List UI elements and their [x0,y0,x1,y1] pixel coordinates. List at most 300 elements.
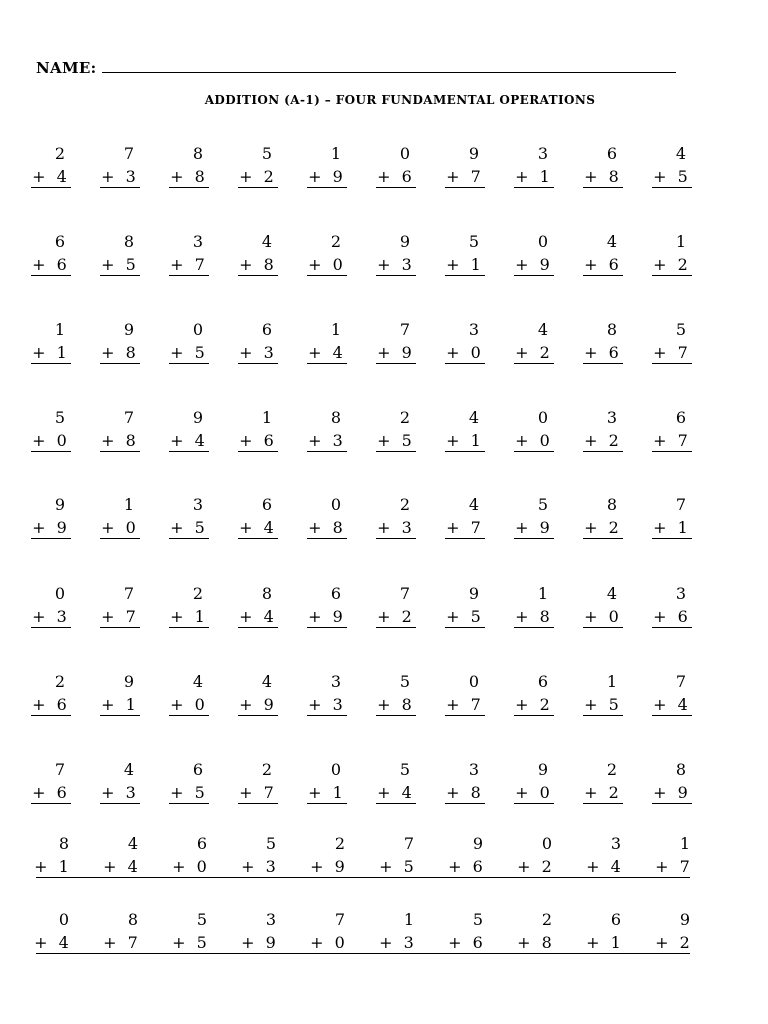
addend-bottom: + 9 [241,933,279,952]
addend-bottom: + 0 [308,255,346,274]
addend-top: 3 [192,232,203,251]
name-label: NAME: [36,59,97,77]
addend-top: 8 [192,144,203,163]
addend-bottom: + 3 [241,857,279,876]
addend-bottom: + 4 [170,431,208,450]
addition-problem [514,832,558,877]
addend-bottom: + 5 [170,518,208,537]
addend-top: 2 [261,760,272,779]
addend-bottom: + 3 [377,518,415,537]
addition-problem [445,670,485,716]
addend-bottom: + 5 [584,695,622,714]
addition-problem [238,406,278,452]
addend-bottom: + 3 [32,607,70,626]
addend-top: 3 [468,320,479,339]
addend-top: 2 [54,672,65,691]
addition-problem [445,493,485,539]
addend-top: 5 [54,408,65,427]
addend-top: 8 [58,834,69,853]
addend-top: 4 [606,584,617,603]
addend-top: 1 [403,910,414,929]
addition-problem [514,908,558,953]
addition-problem [307,758,347,804]
addition-problem [445,406,485,452]
row-underline [36,877,690,878]
addend-top: 5 [265,834,276,853]
addend-bottom: + 4 [653,695,691,714]
addend-top: 0 [192,320,203,339]
addend-bottom: + 4 [586,857,624,876]
addend-top: 5 [472,910,483,929]
addition-problem [514,230,554,276]
addend-bottom: + 3 [101,783,139,802]
addend-top: 2 [606,760,617,779]
addend-top: 6 [54,232,65,251]
addition-problem [583,230,623,276]
addition-problem [169,230,209,276]
addend-bottom: + 2 [653,255,691,274]
addend-bottom: + 6 [584,343,622,362]
addend-bottom: + 2 [515,343,553,362]
addend-bottom: + 9 [308,607,346,626]
addition-problem [307,230,347,276]
addend-bottom: + 6 [448,933,486,952]
addition-problem [307,493,347,539]
addend-bottom: + 0 [310,933,348,952]
addition-problem [31,493,71,539]
addend-bottom: + 3 [239,343,277,362]
addition-problem [238,908,282,953]
addend-bottom: + 3 [101,167,139,186]
addition-problem [376,670,416,716]
addend-bottom: + 2 [655,933,693,952]
addition-problem [100,142,140,188]
addend-top: 4 [261,232,272,251]
addend-bottom: + 3 [379,933,417,952]
addend-top: 4 [468,495,479,514]
addend-bottom: + 3 [308,695,346,714]
addition-problem [514,142,554,188]
addend-top: 5 [261,144,272,163]
addition-problem [169,908,213,953]
addend-top: 6 [192,760,203,779]
addend-bottom: + 7 [446,167,484,186]
addend-top: 1 [330,320,341,339]
addition-problem [376,493,416,539]
addition-problem [376,406,416,452]
addend-top: 7 [123,584,134,603]
addend-top: 8 [675,760,686,779]
addend-bottom: + 5 [170,783,208,802]
addend-top: 2 [399,495,410,514]
addend-top: 3 [606,408,617,427]
addend-bottom: + 4 [308,343,346,362]
addition-problem [445,230,485,276]
addend-bottom: + 7 [170,255,208,274]
addend-top: 6 [261,320,272,339]
addend-top: 9 [54,495,65,514]
addition-problem [169,582,209,628]
addend-bottom: + 5 [379,857,417,876]
addend-top: 4 [537,320,548,339]
addend-top: 5 [196,910,207,929]
addend-bottom: + 5 [172,933,210,952]
addend-top: 3 [192,495,203,514]
addend-top: 2 [330,232,341,251]
addition-problem [169,493,209,539]
addend-top: 5 [399,760,410,779]
addition-problem [583,908,627,953]
addend-bottom: + 4 [34,933,72,952]
addition-problem [652,908,696,953]
addend-bottom: + 9 [308,167,346,186]
addition-problem [238,582,278,628]
addend-bottom: + 9 [653,783,691,802]
addend-bottom: + 1 [32,343,70,362]
addition-problem [100,493,140,539]
addend-top: 7 [675,495,686,514]
addition-problem [238,230,278,276]
addition-problem [583,670,623,716]
addend-top: 5 [399,672,410,691]
addition-problem [445,758,485,804]
addend-top: 1 [679,834,690,853]
addition-problem [445,582,485,628]
addend-top: 9 [123,320,134,339]
addition-problem [652,142,692,188]
addend-top: 6 [675,408,686,427]
addend-bottom: + 9 [239,695,277,714]
addend-bottom: + 6 [584,255,622,274]
addend-bottom: + 1 [446,255,484,274]
addition-problem [583,406,623,452]
addend-bottom: + 9 [515,518,553,537]
addend-top: 4 [123,760,134,779]
addend-top: 9 [537,760,548,779]
addition-problem [169,142,209,188]
addition-problem [514,493,554,539]
addition-problem [31,908,75,953]
addition-problem [652,758,692,804]
addend-bottom: + 1 [586,933,624,952]
addition-problem [445,832,489,877]
addend-top: 0 [537,408,548,427]
addend-top: 1 [330,144,341,163]
addition-problem [169,406,209,452]
addition-problem [100,406,140,452]
addend-top: 1 [537,584,548,603]
addend-bottom: + 7 [446,695,484,714]
addition-problem [445,908,489,953]
addend-bottom: + 2 [239,167,277,186]
addend-bottom: + 7 [653,343,691,362]
addition-problem [376,230,416,276]
addend-bottom: + 5 [170,343,208,362]
addend-bottom: + 0 [101,518,139,537]
addend-top: 3 [537,144,548,163]
addition-problem [100,832,144,877]
addition-problem [100,670,140,716]
addition-problem [652,582,692,628]
addend-bottom: + 2 [517,857,555,876]
addition-problem [307,582,347,628]
addend-bottom: + 0 [172,857,210,876]
addend-top: 3 [675,584,686,603]
addend-top: 0 [399,144,410,163]
addend-top: 2 [192,584,203,603]
addend-bottom: + 8 [239,255,277,274]
addition-problem [514,758,554,804]
addend-bottom: + 6 [239,431,277,450]
addition-problem [31,582,71,628]
addition-problem [238,318,278,364]
addend-bottom: + 7 [239,783,277,802]
addend-top: 1 [675,232,686,251]
addend-top: 0 [537,232,548,251]
addition-problem [307,142,347,188]
addend-bottom: + 7 [653,431,691,450]
addend-top: 7 [675,672,686,691]
addition-problem [514,318,554,364]
addition-problem [238,493,278,539]
addition-problem [100,318,140,364]
addition-problem [100,582,140,628]
addition-problem [238,670,278,716]
addend-bottom: + 7 [446,518,484,537]
addend-top: 4 [468,408,479,427]
addend-top: 7 [54,760,65,779]
addend-top: 2 [541,910,552,929]
addend-top: 6 [261,495,272,514]
addend-bottom: + 4 [32,167,70,186]
addend-bottom: + 0 [446,343,484,362]
addition-problem [169,670,209,716]
addend-top: 3 [468,760,479,779]
addition-problem [376,758,416,804]
addend-bottom: + 8 [377,695,415,714]
addend-bottom: + 4 [377,783,415,802]
addend-top: 4 [606,232,617,251]
addend-top: 9 [123,672,134,691]
addend-bottom: + 9 [310,857,348,876]
addition-problem [376,832,420,877]
addend-bottom: + 0 [515,431,553,450]
addition-problem [445,142,485,188]
addend-top: 6 [537,672,548,691]
addition-problem [583,142,623,188]
addition-problem [238,758,278,804]
addend-bottom: + 0 [32,431,70,450]
addend-bottom: + 8 [101,343,139,362]
addend-top: 9 [468,584,479,603]
addend-bottom: + 1 [170,607,208,626]
addend-bottom: + 7 [103,933,141,952]
addend-top: 6 [606,144,617,163]
addend-bottom: + 6 [448,857,486,876]
addend-bottom: + 1 [101,695,139,714]
addend-top: 5 [537,495,548,514]
addition-problem [652,318,692,364]
addend-bottom: + 9 [377,343,415,362]
addend-bottom: + 6 [32,695,70,714]
addend-top: 8 [261,584,272,603]
addition-problem [514,670,554,716]
addend-bottom: + 8 [446,783,484,802]
addend-bottom: + 2 [515,695,553,714]
addition-problem [307,670,347,716]
addend-bottom: + 1 [308,783,346,802]
addition-problem [652,406,692,452]
addend-top: 0 [54,584,65,603]
addition-problem [583,832,627,877]
addition-problem [169,832,213,877]
addend-bottom: + 9 [515,255,553,274]
addend-top: 2 [334,834,345,853]
addition-problem [514,582,554,628]
addend-bottom: + 8 [101,431,139,450]
addition-problem [583,582,623,628]
addend-top: 3 [610,834,621,853]
addition-problem [307,406,347,452]
addend-bottom: + 2 [584,431,622,450]
addend-bottom: + 0 [515,783,553,802]
addition-problem [583,758,623,804]
addend-bottom: + 5 [446,607,484,626]
addition-problem [652,670,692,716]
addend-bottom: + 7 [655,857,693,876]
addend-top: 9 [679,910,690,929]
addend-top: 9 [192,408,203,427]
addition-problem [583,318,623,364]
addition-problem [238,832,282,877]
page-title: ADDITION (A-1) – FOUR FUNDAMENTAL OPERATIONS [204,93,596,107]
addend-top: 1 [123,495,134,514]
addend-bottom: + 8 [584,167,622,186]
addend-bottom: + 6 [32,255,70,274]
addend-top: 1 [606,672,617,691]
addend-top: 8 [606,320,617,339]
addition-problem [31,832,75,877]
addend-bottom: + 9 [32,518,70,537]
addition-problem [169,318,209,364]
addition-problem [100,908,144,953]
addition-problem [445,318,485,364]
addend-top: 3 [265,910,276,929]
addend-top: 5 [675,320,686,339]
addend-top: 7 [399,320,410,339]
addend-bottom: + 8 [515,607,553,626]
addend-top: 4 [192,672,203,691]
addend-top: 2 [54,144,65,163]
addition-problem [376,582,416,628]
addition-problem [652,230,692,276]
row-underline [36,953,690,954]
addend-top: 1 [261,408,272,427]
addition-problem [652,832,696,877]
addend-top: 6 [330,584,341,603]
addend-top: 9 [399,232,410,251]
addend-bottom: + 1 [515,167,553,186]
addend-bottom: + 1 [446,431,484,450]
addend-bottom: + 5 [101,255,139,274]
addition-problem [100,758,140,804]
addition-problem [31,670,71,716]
addend-top: 7 [403,834,414,853]
addend-top: 7 [399,584,410,603]
addition-problem [31,142,71,188]
addition-problem [31,406,71,452]
addition-problem [100,230,140,276]
addition-problem [307,908,351,953]
addend-bottom: + 8 [308,518,346,537]
addend-bottom: + 2 [377,607,415,626]
addend-top: 9 [468,144,479,163]
addend-top: 8 [606,495,617,514]
addition-problem [376,908,420,953]
addend-top: 3 [330,672,341,691]
addend-top: 0 [468,672,479,691]
addend-bottom: + 4 [239,607,277,626]
addend-top: 8 [127,910,138,929]
addend-top: 0 [330,760,341,779]
addend-bottom: + 5 [653,167,691,186]
addition-problem [514,406,554,452]
addition-problem [376,318,416,364]
addend-bottom: + 1 [653,518,691,537]
addend-top: 6 [610,910,621,929]
addend-bottom: + 6 [377,167,415,186]
addend-bottom: + 3 [308,431,346,450]
addend-bottom: + 8 [517,933,555,952]
addend-top: 4 [127,834,138,853]
addend-top: 8 [123,232,134,251]
addend-bottom: + 0 [584,607,622,626]
addend-bottom: + 0 [170,695,208,714]
addend-top: 0 [541,834,552,853]
addend-bottom: + 6 [653,607,691,626]
addend-top: 8 [330,408,341,427]
addition-problem [652,493,692,539]
addend-bottom: + 7 [101,607,139,626]
addend-bottom: + 1 [34,857,72,876]
addend-bottom: + 2 [584,783,622,802]
addend-top: 7 [123,144,134,163]
addition-problem [31,230,71,276]
addend-bottom: + 4 [103,857,141,876]
addend-top: 6 [196,834,207,853]
addend-top: 4 [675,144,686,163]
addend-top: 7 [123,408,134,427]
addend-bottom: + 8 [170,167,208,186]
addend-bottom: + 5 [377,431,415,450]
addition-problem [583,493,623,539]
addend-top: 0 [330,495,341,514]
addition-problem [307,832,351,877]
addend-top: 0 [58,910,69,929]
addend-top: 9 [472,834,483,853]
addend-top: 4 [261,672,272,691]
addend-top: 5 [468,232,479,251]
addend-top: 7 [334,910,345,929]
addition-problem [307,318,347,364]
addition-problem [376,142,416,188]
addend-bottom: + 4 [239,518,277,537]
addend-bottom: + 2 [584,518,622,537]
addition-problem [31,758,71,804]
addend-top: 2 [399,408,410,427]
addition-problem [169,758,209,804]
addend-top: 1 [54,320,65,339]
